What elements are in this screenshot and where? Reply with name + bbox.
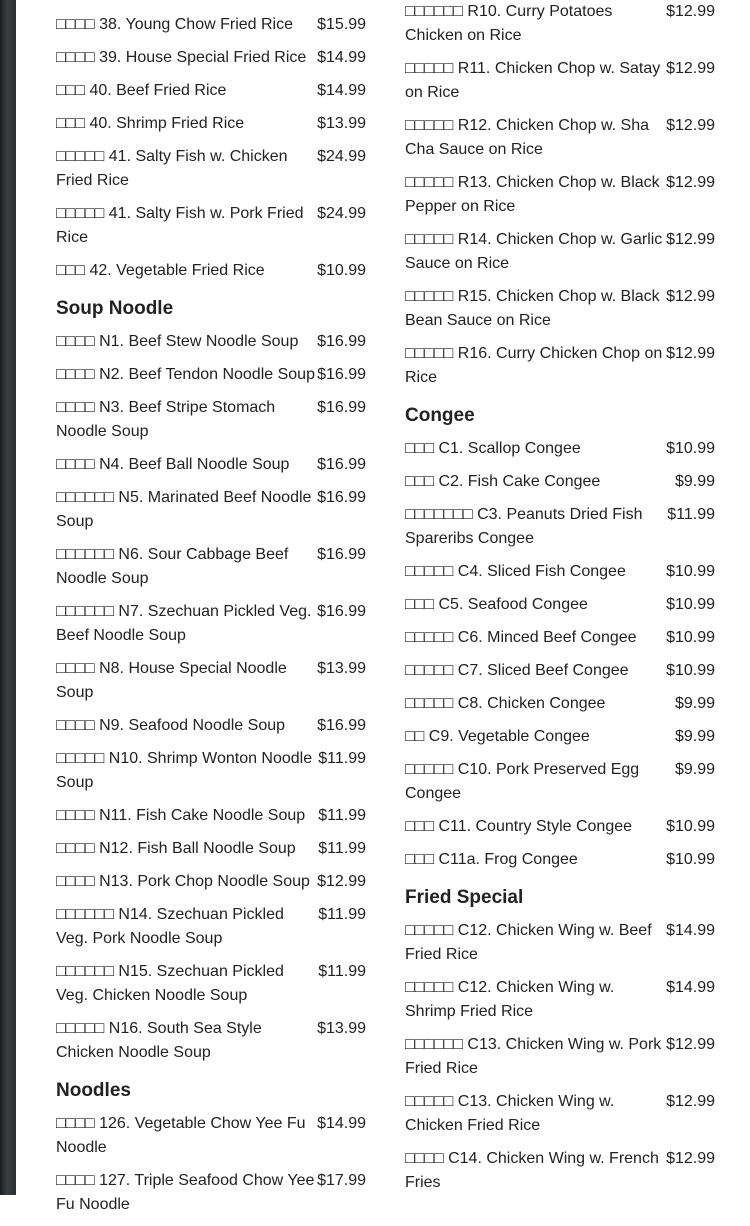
menu-item-price: $12.99 — [666, 3, 715, 20]
menu-item-price: $15.99 — [317, 16, 366, 33]
menu-item[interactable] — [56, 202, 366, 250]
menu-item[interactable] — [56, 112, 366, 136]
menu-item[interactable] — [405, 228, 715, 276]
menu-item-name: □□□□□□ N7. Szechuan Pickled Veg. Beef Noodle Soup — [56, 603, 312, 644]
menu-item-name: □□□□ C14. Chicken Wing w. French Fries — [405, 1150, 659, 1191]
menu-item-price: $14.99 — [666, 979, 715, 996]
menu-item[interactable] — [405, 815, 715, 839]
menu-item-price: $14.99 — [317, 82, 366, 99]
menu-item-price: $10.99 — [666, 440, 715, 457]
menu-item[interactable] — [56, 1112, 366, 1160]
menu-item-price: $13.99 — [317, 660, 366, 677]
menu-item[interactable] — [56, 486, 366, 534]
menu-item-price: $10.99 — [666, 851, 715, 868]
menu-item-price: $16.99 — [317, 399, 366, 416]
menu-item-price: $11.99 — [318, 750, 366, 767]
menu-item-price: $14.99 — [317, 49, 366, 66]
menu-item[interactable] — [56, 396, 366, 444]
menu-item-name: □□□ C1. Scallop Congee — [405, 440, 581, 457]
left-edge-shadow — [0, 0, 16, 1195]
menu-item-price: $16.99 — [317, 603, 366, 620]
menu-item-price: $11.99 — [318, 807, 366, 824]
menu-item-name: □□□□ 39. House Special Fried Rice — [56, 49, 307, 66]
menu-item[interactable] — [405, 57, 715, 105]
menu-item-name: □□□ C2. Fish Cake Congee — [405, 473, 601, 490]
menu-item-price: $9.99 — [674, 761, 715, 778]
menu-item-name: □□□ C5. Seafood Congee — [405, 596, 588, 613]
menu-item[interactable] — [405, 626, 715, 650]
menu-item-price: $12.99 — [666, 1150, 715, 1167]
menu-item-name: □□□□□□□ C3. Peanuts Dried Fish Spareribs Congee — [405, 506, 643, 547]
menu-item-price: $13.99 — [317, 1020, 366, 1037]
menu-item-name: □□□□ 126. Vegetable Chow Yee Fu Noodle — [56, 1115, 306, 1156]
menu-column-left — [56, 0, 366, 1226]
menu-item-price: $10.99 — [666, 596, 715, 613]
menu-item-name: □□□□□ R12. Chicken Chop w. Sha Cha Sauce on Rice — [405, 117, 649, 158]
menu-item-name: □□□□ N2. Beef Tendon Noodle Soup — [56, 366, 315, 383]
menu-item-name: □□□□ 38. Young Chow Fried Rice — [56, 16, 293, 33]
menu-item[interactable] — [405, 437, 715, 461]
menu-item-price: $24.99 — [317, 148, 366, 165]
menu-item[interactable] — [405, 114, 715, 162]
section-title: Noodles — [56, 1080, 131, 1101]
menu-item-name: □□□□□ R11. Chicken Chop w. Satay on Rice — [405, 60, 661, 101]
menu-item-price: $12.99 — [666, 345, 715, 362]
section-title: Fried Special — [405, 887, 524, 908]
menu-item-price: $12.99 — [666, 60, 715, 77]
menu-item-name: □□□□ N1. Beef Stew Noodle Soup — [56, 333, 299, 350]
menu-item[interactable] — [405, 758, 715, 806]
menu-item-price: $12.99 — [666, 1036, 715, 1053]
menu-item-price: $9.99 — [674, 473, 715, 490]
section-title: Soup Noodle — [56, 298, 174, 319]
menu-item[interactable] — [56, 714, 366, 738]
menu-item[interactable] — [405, 1090, 715, 1138]
menu-item-name: □□□□ N3. Beef Stripe Stomach Noodle Soup — [56, 399, 276, 440]
menu-item-name: □□□ C11a. Frog Congee — [405, 851, 578, 868]
menu-item[interactable] — [405, 692, 715, 716]
menu-item-price: $10.99 — [666, 563, 715, 580]
menu-item[interactable] — [56, 837, 366, 861]
menu-item-name: □□□ 42. Vegetable Fried Rice — [56, 262, 265, 279]
menu-item-price: $12.99 — [317, 873, 366, 890]
menu-item[interactable] — [56, 145, 366, 193]
menu-item-price: $16.99 — [317, 717, 366, 734]
menu-item[interactable] — [405, 1033, 715, 1081]
menu-item-price: $11.99 — [318, 963, 366, 980]
menu-item-price: $12.99 — [666, 174, 715, 191]
menu-item-name: □□□□□ R13. Chicken Chop w. Black Pepper on Rice — [405, 174, 660, 215]
menu-item[interactable] — [405, 470, 715, 494]
menu-item[interactable] — [405, 503, 715, 551]
menu-item-name: □□□□ N13. Pork Chop Noodle Soup — [56, 873, 310, 890]
menu-item[interactable] — [56, 453, 366, 477]
menu-item[interactable] — [56, 363, 366, 387]
menu-column-right — [405, 0, 715, 1204]
menu-item[interactable] — [56, 330, 366, 354]
menu-item-name: □□□□□ N10. Shrimp Wonton Noodle Soup — [56, 750, 313, 791]
menu-item-name: □□□□□□ N6. Sour Cabbage Beef Noodle Soup — [56, 546, 289, 587]
menu-item-name: □□□□□□ C13. Chicken Wing w. Pork Fried Rice — [405, 1036, 662, 1077]
menu-item[interactable] — [405, 976, 715, 1024]
menu-item-name: □□□□ N4. Beef Ball Noodle Soup — [56, 456, 290, 473]
menu-item-name: □□□□ N12. Fish Ball Noodle Soup — [56, 840, 296, 857]
menu-item-price: $12.99 — [666, 1093, 715, 1110]
menu-item[interactable] — [405, 1147, 715, 1195]
menu-item[interactable] — [405, 171, 715, 219]
menu-item-price: $24.99 — [317, 205, 366, 222]
menu-item[interactable] — [56, 1017, 366, 1065]
menu-item-price: $12.99 — [666, 231, 715, 248]
menu-item-price: $16.99 — [317, 546, 366, 563]
menu-item-name: □□□□□ 41. Salty Fish w. Pork Fried Rice — [56, 205, 304, 246]
menu-item-name: □□□□□ R14. Chicken Chop w. Garlic Sauce on Rice — [405, 231, 663, 272]
menu-item-price: $10.99 — [666, 818, 715, 835]
menu-item-price: $9.99 — [674, 695, 715, 712]
menu-item-name: □□□□□ C6. Minced Beef Congee — [405, 629, 637, 646]
menu-item-price: $10.99 — [317, 262, 366, 279]
menu-item[interactable] — [405, 659, 715, 683]
menu-item-name: □□□□ N9. Seafood Noodle Soup — [56, 717, 286, 734]
menu-item-price: $11.99 — [318, 906, 366, 923]
menu-item-price: $11.99 — [318, 840, 366, 857]
menu-item-name: □□□□ 127. Triple Seafood Chow Yee Fu Noodle — [56, 1172, 315, 1213]
menu-item-name: □□□□□ N16. South Sea Style Chicken Noodle Soup — [56, 1020, 262, 1061]
menu-item[interactable] — [405, 848, 715, 872]
menu-item-name: □□□□ N8. House Special Noodle Soup — [56, 660, 287, 701]
menu-item-name: □□□□□ C13. Chicken Wing w. Chicken Fried Rice — [405, 1093, 615, 1134]
menu-item-price: $17.99 — [317, 1172, 366, 1189]
menu-item[interactable] — [56, 0, 366, 4]
menu-item-price: $16.99 — [317, 333, 366, 350]
menu-item[interactable] — [56, 657, 366, 705]
menu-item-price — [317, 0, 366, 4]
menu-item[interactable] — [405, 593, 715, 617]
menu-item[interactable] — [405, 0, 715, 48]
menu-item-name: □□□□□□ N15. Szechuan Pickled Veg. Chicken Noodle Soup — [56, 963, 284, 1004]
menu-item-name: □□□□□□ R10. Curry Potatoes Chicken on Rice — [405, 3, 613, 44]
menu-item[interactable] — [56, 960, 366, 1008]
menu-item-name: □□□ 40. Shrimp Fried Rice — [56, 115, 245, 132]
menu-item-name: □□□□□□ N14. Szechuan Pickled Veg. Pork Noodle Soup — [56, 906, 284, 947]
menu-item-name — [56, 0, 317, 4]
menu-item[interactable] — [405, 725, 715, 749]
menu-item[interactable] — [405, 919, 715, 967]
menu-item-name: □□□□□ C10. Pork Preserved Egg Congee — [405, 761, 640, 802]
menu-item[interactable] — [56, 903, 366, 951]
menu-item-price: $10.99 — [666, 629, 715, 646]
menu-item-price: $10.99 — [666, 662, 715, 679]
menu-item-price: $16.99 — [317, 366, 366, 383]
menu-item[interactable] — [405, 285, 715, 333]
menu-item-name: □□□□□ C12. Chicken Wing w. Shrimp Fried Rice — [405, 979, 615, 1020]
menu-item-price: $11.99 — [667, 506, 715, 523]
menu-item[interactable] — [56, 600, 366, 648]
menu-item-price: $12.99 — [666, 117, 715, 134]
menu-item-name: □□□□□ 41. Salty Fish w. Chicken Fried Rice — [56, 148, 288, 189]
menu-item[interactable] — [56, 543, 366, 591]
menu-item[interactable] — [405, 342, 715, 390]
menu-item-price: $13.99 — [317, 115, 366, 132]
menu-item-price: $12.99 — [666, 288, 715, 305]
menu-item[interactable] — [56, 13, 366, 37]
menu-item[interactable] — [405, 560, 715, 584]
menu-item-price: $14.99 — [666, 922, 715, 939]
menu-item[interactable] — [56, 1169, 366, 1217]
menu-item-name: □□ C9. Vegetable Congee — [405, 728, 590, 745]
menu-item-name: □□□ C11. Country Style Congee — [405, 818, 633, 835]
menu-item-price: $9.99 — [674, 728, 715, 745]
menu-item[interactable] — [56, 870, 366, 894]
menu-item-name: □□□□□□ N5. Marinated Beef Noodle Soup — [56, 489, 312, 530]
menu-item-name: □□□□□ C12. Chicken Wing w. Beef Fried Rice — [405, 922, 652, 963]
section-title: Congee — [405, 405, 475, 426]
menu-item-name: □□□□□ R16. Curry Chicken Chop on Rice — [405, 345, 663, 386]
menu-item[interactable] — [56, 259, 366, 283]
menu-item-price: $16.99 — [317, 456, 366, 473]
menu-item-name: □□□□ N11. Fish Cake Noodle Soup — [56, 807, 306, 824]
menu-item-price: $16.99 — [317, 489, 366, 506]
menu-item[interactable] — [56, 804, 366, 828]
menu-item-name: □□□□□ C4. Sliced Fish Congee — [405, 563, 626, 580]
menu-item-name: □□□ 40. Beef Fried Rice — [56, 82, 227, 99]
menu-item-price: $14.99 — [317, 1115, 366, 1132]
menu-item-name: □□□□□ R15. Chicken Chop w. Black Bean Sauce on Rice — [405, 288, 660, 329]
menu-item-name: □□□□□ C7. Sliced Beef Congee — [405, 662, 629, 679]
menu-item[interactable] — [56, 747, 366, 795]
menu-item[interactable] — [56, 79, 366, 103]
menu-item-name: □□□□□ C8. Chicken Congee — [405, 695, 606, 712]
menu-item[interactable] — [56, 46, 366, 70]
